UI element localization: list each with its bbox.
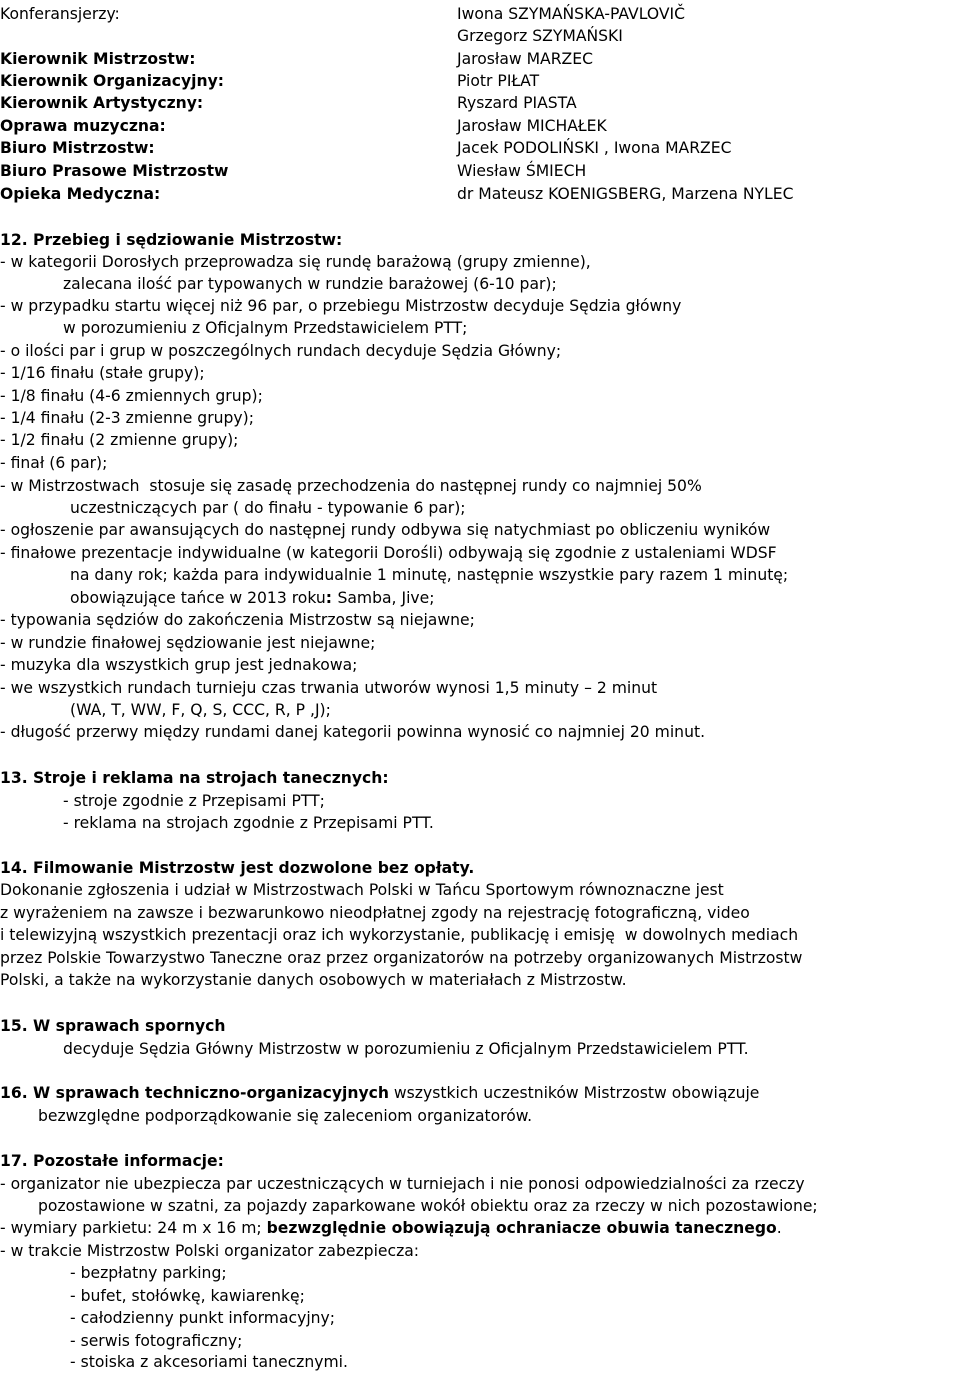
list-item: - w Mistrzostwach stosuje się zasadę przechodzenia do następnej rundy co najmniej 50%	[0, 477, 702, 495]
period: .	[776, 1219, 782, 1237]
staff-role: Kierownik Artystyczny:	[0, 94, 204, 112]
section-heading: 13. Stroje i reklama na strojach tanecznych:	[0, 769, 389, 787]
list-item: - 1/16 finału (stałe grupy);	[0, 364, 205, 382]
list-item: - w kategorii Dorosłych przeprowadza się rundę barażową (grupy zmienne),	[0, 253, 591, 271]
staff-role: Biuro Prasowe Mistrzostw	[0, 162, 229, 180]
list-item	[0, 1218, 782, 1238]
staff-role: Konferansjerzy:	[0, 5, 120, 23]
list-item	[70, 588, 434, 608]
list-item: - organizator nie ubezpiecza par uczestniczących w turniejach i nie ponosi odpowiedzialności za rzeczy	[0, 1175, 805, 1193]
staff-name: Wiesław ŚMIECH	[457, 162, 587, 180]
section-heading: 14. Filmowanie Mistrzostw jest dozwolone bez opłaty.	[0, 859, 475, 877]
staff-role: Kierownik Organizacyjny:	[0, 72, 224, 90]
list-item: (WA, T, WW, F, Q, S, CCC, R, P ,J);	[70, 701, 331, 719]
paragraph-line: bezwzględne podporządkowanie się zaleceniom organizatorów.	[38, 1107, 533, 1125]
list-item: - 1/8 finału (4-6 zmiennych grup);	[0, 387, 263, 405]
paragraph-line: przez Polskie Towarzystwo Taneczne oraz przez organizatorów na potrzeby organizowanych Mistrzostw	[0, 949, 803, 967]
list-item: - długość przerwy między rundami danej kategorii powinna wynosić co najmniej 20 minut.	[0, 723, 706, 741]
list-item: - finałowe prezentacje indywidualne (w kategorii Dorośli) odbywają się zgodnie z ustaleniami WDSF	[0, 544, 777, 562]
list-item: - we wszystkich rundach turnieju czas trwania utworów wynosi 1,5 minuty – 2 minut	[0, 679, 658, 697]
list-item: uczestniczących par ( do finału - typowanie 6 par);	[70, 499, 466, 517]
list-item: - w przypadku startu więcej niż 96 par, o przebiegu Mistrzostw decyduje Sędzia główny	[0, 297, 682, 315]
list-item: - w rundzie finałowej sędziowanie jest niejawne;	[0, 634, 376, 652]
dances-label: obowiązujące tańce w 2013 roku	[70, 589, 326, 607]
list-item: - serwis fotograficzny;	[70, 1332, 243, 1350]
colon-bold: :	[325, 589, 338, 607]
list-item: zalecana ilość par typowanych w rundzie barażowej (6-10 par);	[63, 275, 557, 293]
list-item: - bezpłatny parking;	[70, 1264, 227, 1282]
staff-name: Ryszard PIASTA	[457, 94, 577, 112]
shoe-covers-notice: bezwzględnie obowiązują ochraniacze obuwia tanecznego	[266, 1219, 777, 1237]
list-item: - reklama na strojach zgodnie z Przepisami PTT.	[63, 814, 434, 832]
list-item: w porozumieniu z Oficjalnym Przedstawicielem PTT;	[63, 319, 468, 337]
list-item: - o ilości par i grup w poszczególnych rundach decyduje Sędzia Główny;	[0, 342, 562, 360]
list-item: - stroje zgodnie z Przepisami PTT;	[63, 792, 325, 810]
dances-value: Samba, Jive;	[337, 589, 435, 607]
paragraph-line: Dokonanie zgłoszenia i udział w Mistrzostwach Polski w Tańcu Sportowym równoznaczne jest	[0, 881, 724, 899]
heading-continuation: wszystkich uczestników Mistrzostw obowiązuje	[388, 1084, 760, 1102]
section-heading: 12. Przebieg i sędziowanie Mistrzostw:	[0, 231, 343, 249]
floor-dimensions: - wymiary parkietu: 24 m x 16 m;	[0, 1219, 267, 1237]
staff-name: Piotr PIŁAT	[457, 72, 540, 90]
paragraph-line: i telewizyjną wszystkich prezentacji oraz ich wykorzystanie, publikację i emisję w dowolnych mediach	[0, 926, 799, 944]
list-item: - muzyka dla wszystkich grup jest jednakowa;	[0, 656, 358, 674]
paragraph-line: z wyrażeniem na zawsze i bezwarunkowo nieodpłatnej zgody na rejestrację fotograficzną, video	[0, 904, 750, 922]
list-item: - całodzienny punkt informacyjny;	[70, 1309, 336, 1327]
staff-name: Jarosław MARZEC	[457, 50, 593, 68]
staff-name: dr Mateusz KOENIGSBERG, Marzena NYLEC	[457, 185, 794, 203]
list-item: na dany rok; każda para indywidualnie 1 minutę, następnie wszystkie pary razem 1 minutę;	[70, 566, 789, 584]
list-item: - 1/2 finału (2 zmienne grupy);	[0, 431, 239, 449]
list-item: - ogłoszenie par awansujących do następnej rundy odbywa się natychmiast po obliczeniu wyników	[0, 521, 771, 539]
staff-name: Grzegorz SZYMAŃSKI	[457, 27, 623, 45]
section-heading: 17. Pozostałe informacje:	[0, 1152, 224, 1170]
staff-name: Jacek PODOLIŃSKI , Iwona MARZEC	[457, 139, 732, 157]
staff-role: Oprawa muzyczna:	[0, 117, 166, 135]
staff-role: Kierownik Mistrzostw:	[0, 50, 196, 68]
paragraph-line: Polski, a także na wykorzystanie danych osobowych w materiałach z Mistrzostw.	[0, 971, 627, 989]
staff-role: Opieka Medyczna:	[0, 185, 161, 203]
list-item: - finał (6 par);	[0, 454, 108, 472]
list-item: - 1/4 finału (2-3 zmienne grupy);	[0, 409, 254, 427]
list-item: - bufet, stołówkę, kawiarenkę;	[70, 1287, 305, 1305]
staff-name: Jarosław MICHAŁEK	[457, 117, 607, 135]
list-item: - w trakcie Mistrzostw Polski organizator zabezpiecza:	[0, 1242, 420, 1260]
list-item: - stoiska z akcesoriami tanecznymi.	[70, 1353, 348, 1371]
staff-name: Iwona SZYMAŃSKA-PAVLOVIČ	[457, 5, 686, 23]
staff-role: Biuro Mistrzostw:	[0, 139, 155, 157]
section-heading: 15. W sprawach spornych	[0, 1017, 226, 1035]
list-item: - typowania sędziów do zakończenia Mistrzostw są niejawne;	[0, 611, 475, 629]
paragraph-line: decyduje Sędzia Główny Mistrzostw w porozumieniu z Oficjalnym Przedstawicielem PTT.	[63, 1040, 749, 1058]
section-heading-line	[0, 1083, 759, 1103]
section-heading: 16. W sprawach techniczno-organizacyjnych	[0, 1084, 389, 1102]
list-item: pozostawione w szatni, za pojazdy zaparkowane wokół obiektu oraz za rzeczy w nich pozostawione;	[38, 1197, 818, 1215]
